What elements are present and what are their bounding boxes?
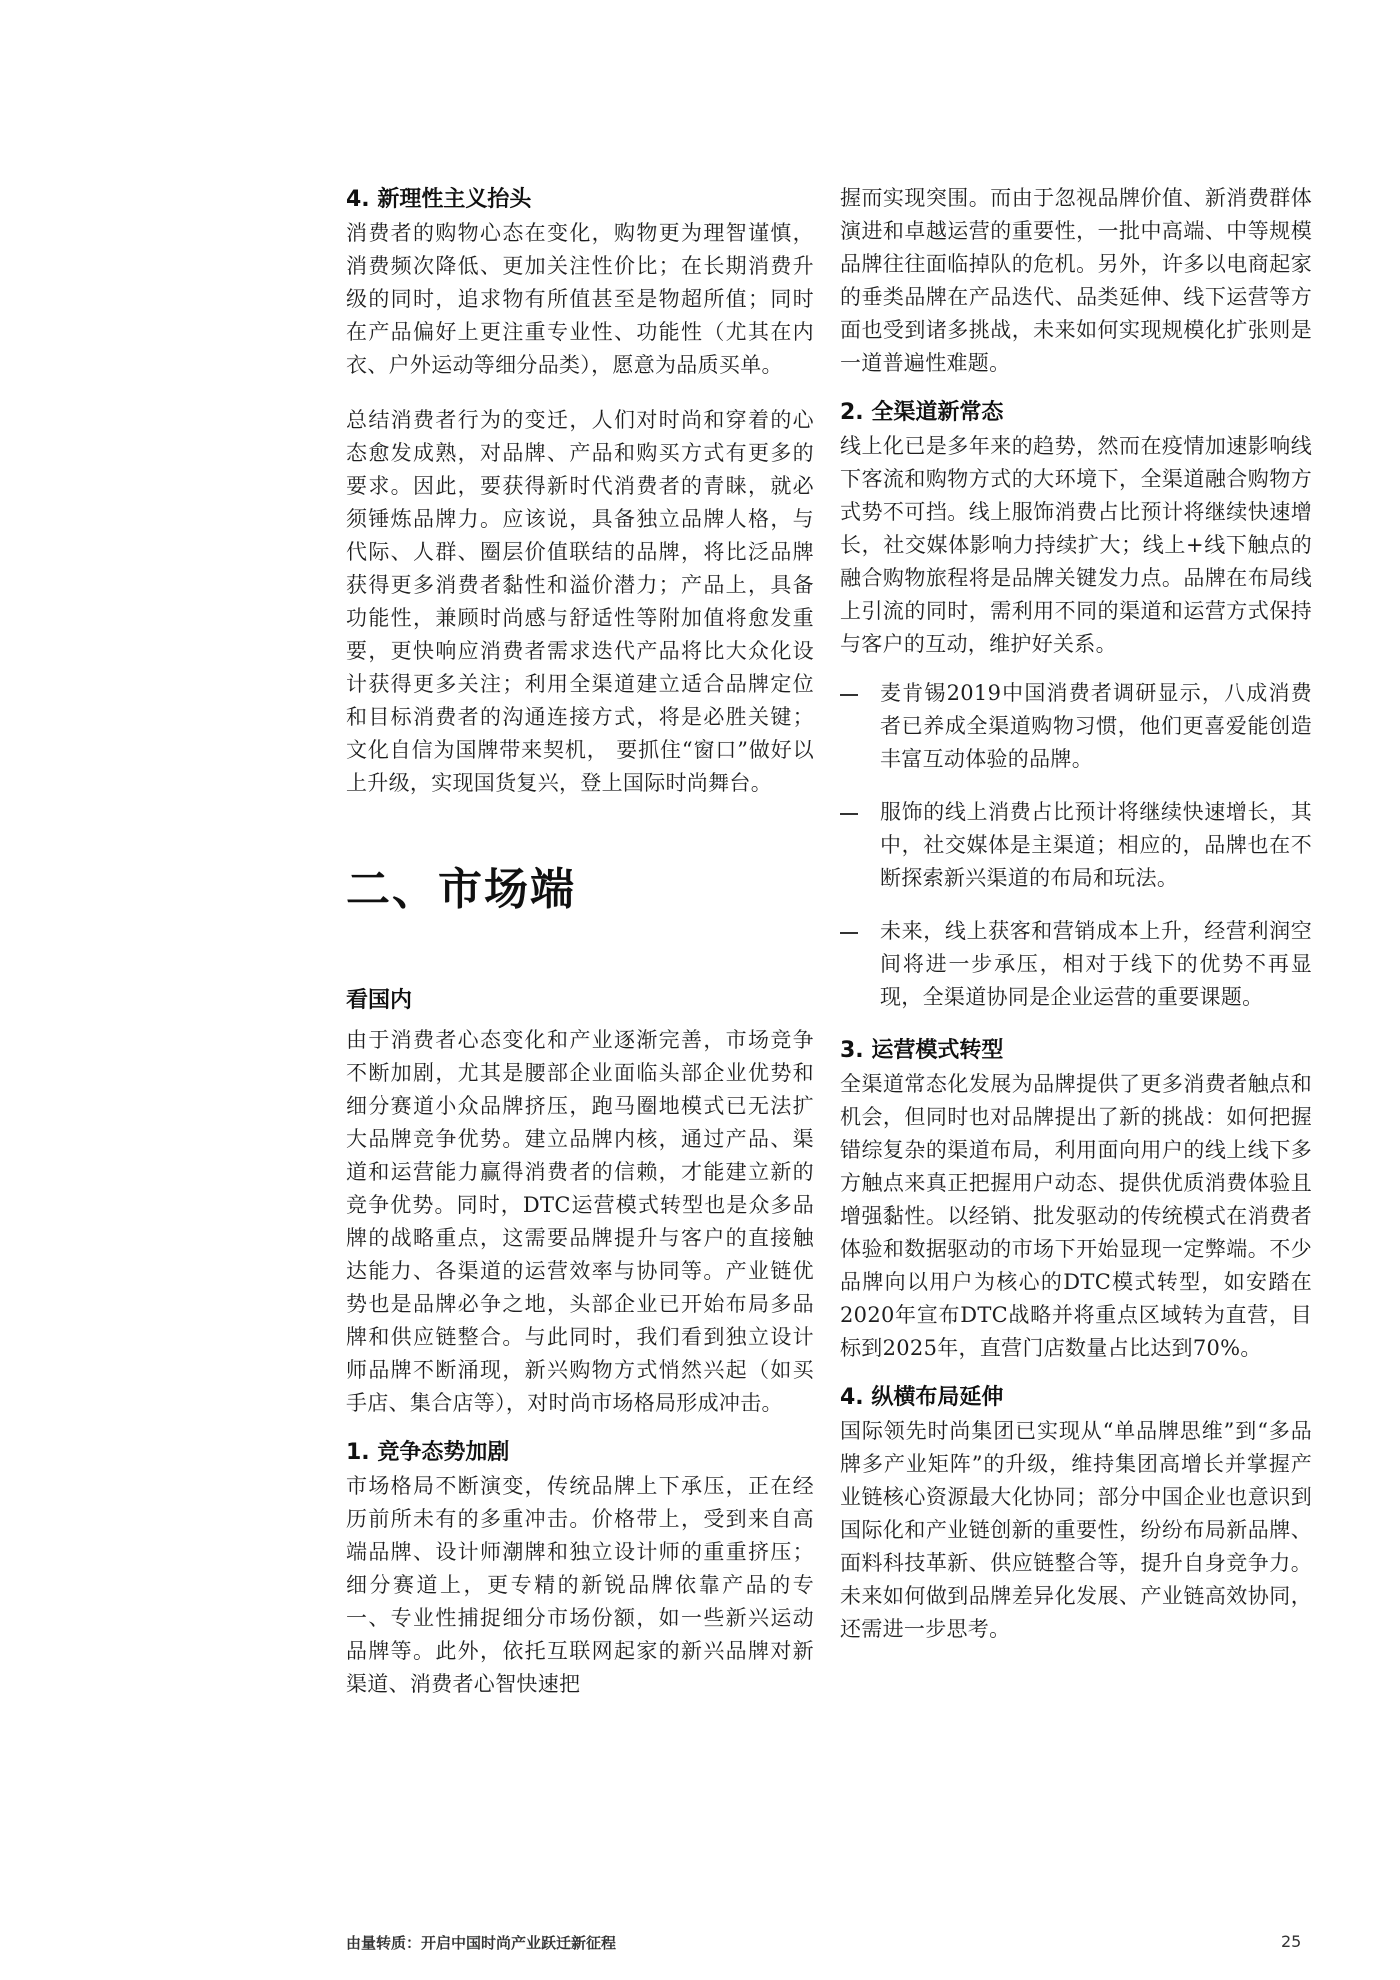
bullet-list xyxy=(840,677,1312,1014)
heading-competition: 1. 竞争态势加剧 xyxy=(346,1440,510,1465)
heading-expansion: 4. 纵横布局延伸 xyxy=(840,1385,1004,1410)
paragraph-new-rationalism: 消费者的购物心态在变化，购物更为理智谨慎，消费频次降低、更加关注性价比；在长期消费升级的同时，追求物有所值甚至是物超所值；同时在产品偏好上更注重专业性、功能性（尤其在内衣、户外运动等细分品类），愿意为品质买单。 xyxy=(346,221,814,377)
paragraph-summary: 总结消费者行为的变迁，人们对时尚和穿着的心态愈发成熟，对品牌、产品和购买方式有更多的要求。因此，要获得新时代消费者的青睐，就必须锤炼品牌力。应该说，具备独立品牌人格，与代际、人群、圈层价值联结的品牌，将比泛品牌获得更多消费者黏性和溢价潜力；产品上，具备功能性，兼顾时尚感与舒适性等附加值将愈发重要，更快响应消费者需求迭代产品将比大众化设计获得更多关注；利用全渠道建立适合品牌定位和目标消费者的沟通连接方式，将是必胜关键；文化自信为国牌带来契机， 要抓住“窗口”做好以上升级，实现国货复兴，登上国际时尚舞台。 xyxy=(346,408,814,795)
heading-operating-model: 3. 运营模式转型 xyxy=(840,1038,1004,1063)
footer-title: 由量转质：开启中国时尚产业跃迁新征程 xyxy=(346,1934,617,1952)
list-item: 服饰的线上消费占比预计将继续快速增长，其中，社交媒体是主渠道；相应的，品牌也在不断探索新兴渠道的布局和玩法。 xyxy=(880,800,1312,890)
heading-new-rationalism: 4. 新理性主义抬头 xyxy=(346,187,532,212)
paragraph-competition: 市场格局不断演变，传统品牌上下承压，正在经历前所未有的多重冲击。价格带上，受到来自高端品牌、设计师潮牌和独立设计师的重重挤压；细分赛道上，更专精的新锐品牌依靠产品的专一、专业性捕捉细分市场份额，如一些新兴运动品牌等。此外，依托互联网起家的新兴品牌对新渠道、消费者心智快速把 xyxy=(346,1474,814,1696)
list-item: 麦肯锡2019中国消费者调研显示，八成消费者已养成全渠道购物习惯，他们更喜爱能创造丰富互动体验的品牌。 xyxy=(880,681,1312,771)
paragraph-domestic: 由于消费者心态变化和产业逐渐完善，市场竞争不断加剧，尤其是腰部企业面临头部企业优势和细分赛道小众品牌挤压，跑马圈地模式已无法扩大品牌竞争优势。建立品牌内核，通过产品、渠道和运营能力赢得消费者的信赖，才能建立新的竞争优势。同时，DTC运营模式转型也是众多品牌的战略重点，这需要品牌提升与客户的直接触达能力、各渠道的运营效率与协同等。产业链优势也是品牌必争之地，头部企业已开始布局多品牌和供应链整合。与此同时，我们看到独立设计师品牌不断涌现，新兴购物方式悄然兴起（如买手店、集合店等），对时尚市场格局形成冲击。 xyxy=(346,1028,814,1415)
list-item: 未来，线上获客和营销成本上升，经营利润空间将进一步承压，相对于线下的优势不再显现，全渠道协同是企业运营的重要课题。 xyxy=(880,919,1312,1009)
subheading-domestic: 看国内 xyxy=(346,988,413,1013)
left-column xyxy=(346,183,814,1701)
paragraph-omnichannel: 线上化已是多年来的趋势，然而在疫情加速影响线下客流和购物方式的大环境下，全渠道融合购物方式势不可挡。线上服饰消费占比预计将继续快速增长，社交媒体影响力持续扩大；线上+线下触点的融合购物旅程将是品牌关键发力点。品牌在布局线上引流的同时，需利用不同的渠道和运营方式保持与客户的互动，维护好关系。 xyxy=(840,434,1312,656)
heading-omnichannel: 2. 全渠道新常态 xyxy=(840,400,1004,425)
paragraph-expansion: 国际领先时尚集团已实现从“单品牌思维”到“多品牌多产业矩阵”的升级，维持集团高增长并掌握产业链核心资源最大化协同；部分中国企业也意识到国际化和产业链创新的重要性，纷纷布局新品牌、面料科技革新、供应链整合等，提升自身竞争力。未来如何做到品牌差异化发展、产业链高效协同，还需进一步思考。 xyxy=(840,1419,1312,1641)
paragraph-operating-model: 全渠道常态化发展为品牌提供了更多消费者触点和机会，但同时也对品牌提出了新的挑战：如何把握错综复杂的渠道布局，利用面向用户的线上线下多方触点来真正把握用户动态、提供优质消费体验且增强黏性。以经销、批发驱动的传统模式在消费者体验和数据驱动的市场下开始显现一定弊端。不少品牌向以用户为核心的DTC模式转型，如安踏在2020年宣布DTC战略并将重点区域转为直营，目标到2025年，直营门店数量占比达到70%。 xyxy=(840,1072,1312,1360)
paragraph-continued: 握而实现突围。而由于忽视品牌价值、新消费群体演进和卓越运营的重要性，一批中高端、中等规模品牌往往面临掉队的危机。另外，许多以电商起家的垂类品牌在产品迭代、品类延伸、线下运营等方面也受到诸多挑战，未来如何实现规模化扩张则是一道普遍性难题。 xyxy=(840,186,1312,375)
section-title: 二、市场端 xyxy=(346,864,576,915)
page-number: 25 xyxy=(1281,1932,1302,1951)
right-column xyxy=(840,182,1312,1646)
